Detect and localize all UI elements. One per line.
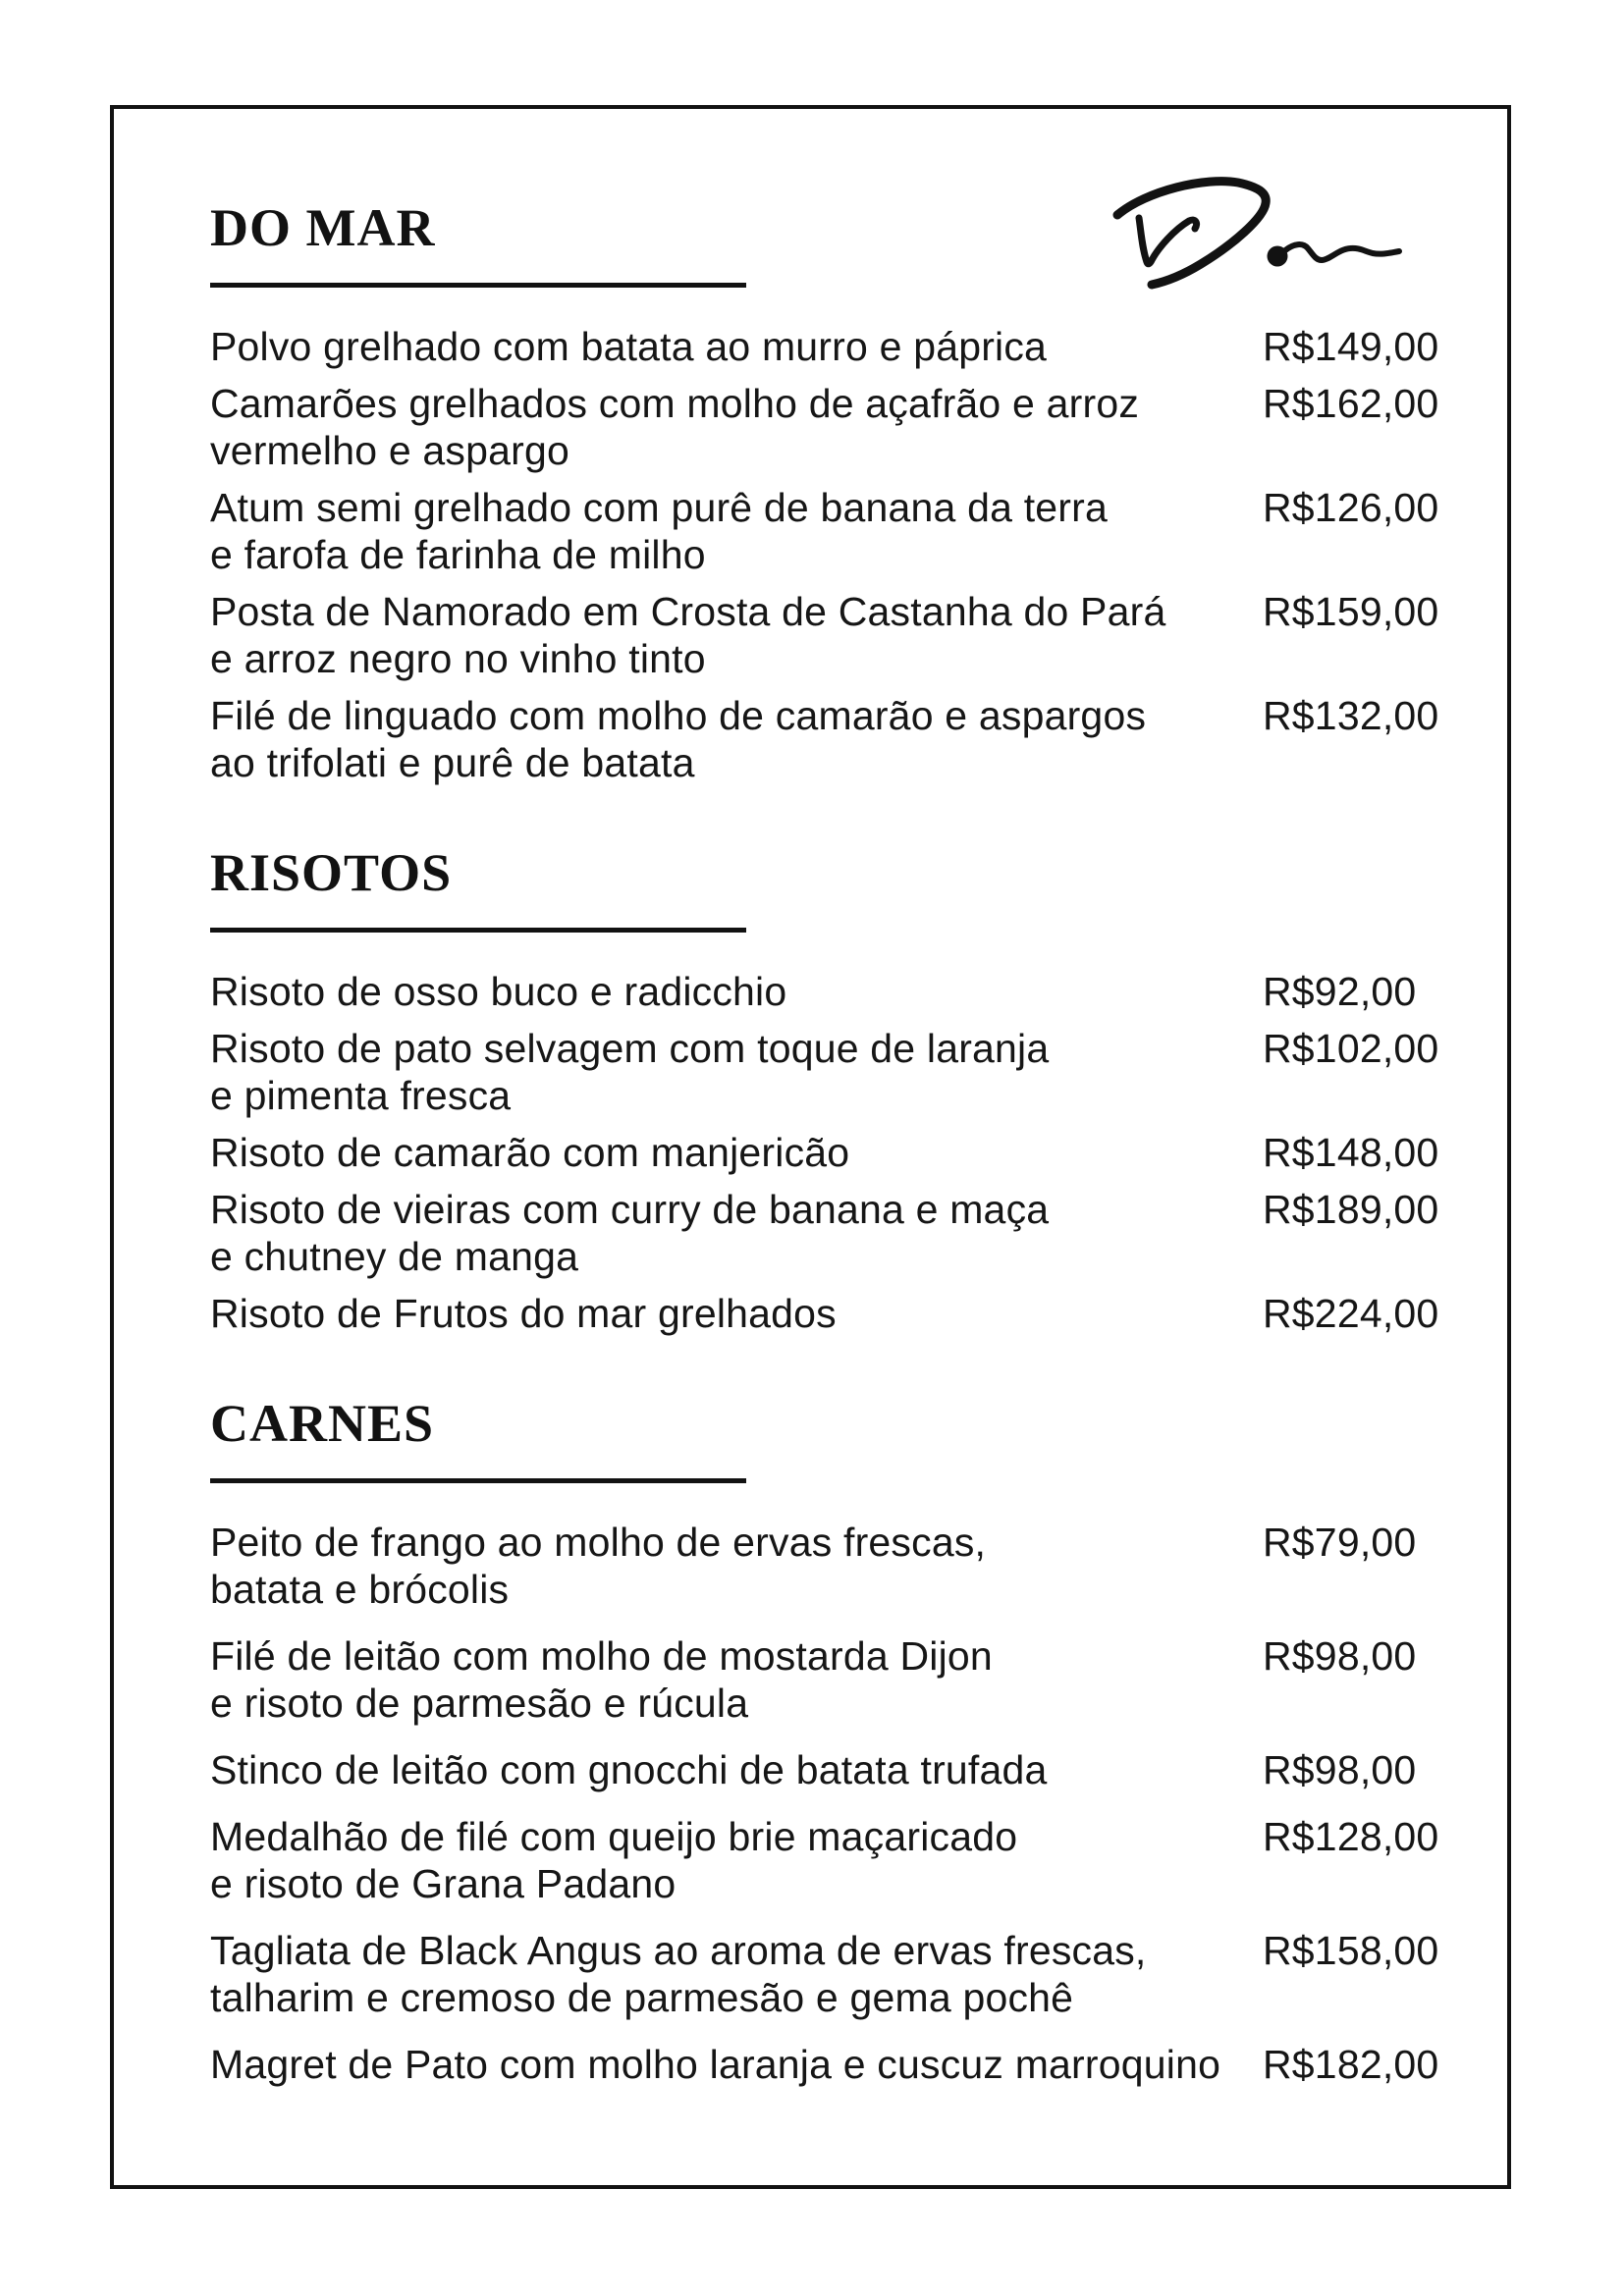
- item-price: R$132,00: [1263, 693, 1439, 738]
- item-name-line: Peito de frango ao molho de ervas frescas,: [210, 1520, 987, 1565]
- item-name-line: Atum semi grelhado com purê de banana da terra: [210, 485, 1109, 530]
- menu-item: [210, 1186, 1445, 1280]
- menu-item: [210, 588, 1445, 682]
- item-price: R$126,00: [1263, 485, 1439, 530]
- item-name-line: e pimenta fresca: [210, 1073, 512, 1118]
- item-name: [210, 380, 1263, 474]
- item-name-line: Medalhão de filé com queijo brie maçaricado: [210, 1814, 1018, 1859]
- item-name-line: Camarões grelhados com molho de açafrão e arroz: [210, 381, 1140, 426]
- item-name-line: e arroz negro no vinho tinto: [210, 636, 706, 681]
- menu-item: [210, 2041, 1445, 2088]
- item-name-line: Risoto de Frutos do mar grelhados: [210, 1291, 837, 1336]
- section-title-underline: [210, 283, 746, 288]
- section-title-underline: [210, 1478, 746, 1483]
- menu-item: [210, 484, 1445, 578]
- item-name-line: Risoto de osso buco e radicchio: [210, 969, 787, 1014]
- item-name-line: Risoto de pato selvagem com toque de laranja: [210, 1026, 1050, 1071]
- item-name: [210, 1813, 1263, 1907]
- menu-section: [210, 1392, 1445, 2088]
- item-name-line: Posta de Namorado em Crosta de Castanha do Pará: [210, 589, 1166, 634]
- item-name-line: Risoto de vieiras com curry de banana e maça: [210, 1187, 1050, 1232]
- item-name: [210, 484, 1263, 578]
- item-name-line: e chutney de manga: [210, 1234, 579, 1279]
- item-name-line: Polvo grelhado com batata ao murro e páprica: [210, 324, 1048, 369]
- menu-item: [210, 968, 1445, 1015]
- item-price: R$158,00: [1263, 1928, 1439, 1973]
- item-name: [210, 1519, 1263, 1613]
- item-price: R$102,00: [1263, 1026, 1439, 1071]
- item-name-line: batata e brócolis: [210, 1567, 510, 1612]
- item-price: R$98,00: [1263, 1633, 1417, 1679]
- menu-section: [210, 196, 1445, 786]
- item-price: R$162,00: [1263, 381, 1439, 426]
- section-title: RISOTOS: [210, 843, 453, 902]
- section-items: [210, 968, 1445, 1337]
- menu-item: [210, 1813, 1445, 1907]
- item-name: [210, 1129, 1263, 1176]
- item-price: R$159,00: [1263, 589, 1439, 634]
- item-price: R$189,00: [1263, 1187, 1439, 1232]
- item-name-line: Magret de Pato com molho laranja e cuscuz marroquino: [210, 2042, 1221, 2087]
- item-name-line: e risoto de Grana Padano: [210, 1861, 677, 1906]
- item-name-line: Risoto de camarão com manjericão: [210, 1130, 850, 1175]
- menu-item: [210, 1927, 1445, 2021]
- item-name-line: e risoto de parmesão e rúcula: [210, 1681, 749, 1726]
- item-price: R$182,00: [1263, 2042, 1439, 2087]
- item-price: R$224,00: [1263, 1291, 1439, 1336]
- item-price: R$79,00: [1263, 1520, 1417, 1565]
- item-name-line: e farofa de farinha de milho: [210, 532, 706, 577]
- section-title-underline: [210, 928, 746, 933]
- menu-item: [210, 1632, 1445, 1727]
- item-name-line: talharim e cremoso de parmesão e gema pochê: [210, 1975, 1074, 2020]
- menu-item: [210, 692, 1445, 786]
- section-title: DO MAR: [210, 198, 436, 257]
- item-price: R$92,00: [1263, 969, 1417, 1014]
- item-name: [210, 2041, 1263, 2088]
- item-name: [210, 323, 1263, 370]
- menu-item: [210, 1025, 1445, 1119]
- item-name: [210, 1290, 1263, 1337]
- item-name: [210, 588, 1263, 682]
- menu-item: [210, 1746, 1445, 1793]
- item-price: R$148,00: [1263, 1130, 1439, 1175]
- menu-section: [210, 841, 1445, 1337]
- item-name: [210, 1632, 1263, 1727]
- item-name-line: Stinco de leitão com gnocchi de batata trufada: [210, 1747, 1048, 1792]
- item-name: [210, 968, 1263, 1015]
- menu-item: [210, 1129, 1445, 1176]
- menu-item: [210, 1290, 1445, 1337]
- menu-content: [210, 196, 1445, 2108]
- item-name-line: Filé de linguado com molho de camarão e aspargos: [210, 693, 1147, 738]
- item-name: [210, 1746, 1263, 1793]
- item-name: [210, 1025, 1263, 1119]
- item-price: R$149,00: [1263, 324, 1439, 369]
- menu-item: [210, 380, 1445, 474]
- item-name-line: vermelho e aspargo: [210, 428, 569, 473]
- item-name: [210, 1927, 1263, 2021]
- item-name-line: Filé de leitão com molho de mostarda Dijon: [210, 1633, 993, 1679]
- section-items: [210, 1519, 1445, 2088]
- section-items: [210, 323, 1445, 786]
- item-name: [210, 1186, 1263, 1280]
- menu-item: [210, 323, 1445, 370]
- item-name-line: Tagliata de Black Angus ao aroma de ervas frescas,: [210, 1928, 1147, 1973]
- item-name-line: ao trifolati e purê de batata: [210, 740, 695, 785]
- item-price: R$128,00: [1263, 1814, 1439, 1859]
- item-price: R$98,00: [1263, 1747, 1417, 1792]
- menu-item: [210, 1519, 1445, 1613]
- section-title: CARNES: [210, 1394, 435, 1453]
- item-name: [210, 692, 1263, 786]
